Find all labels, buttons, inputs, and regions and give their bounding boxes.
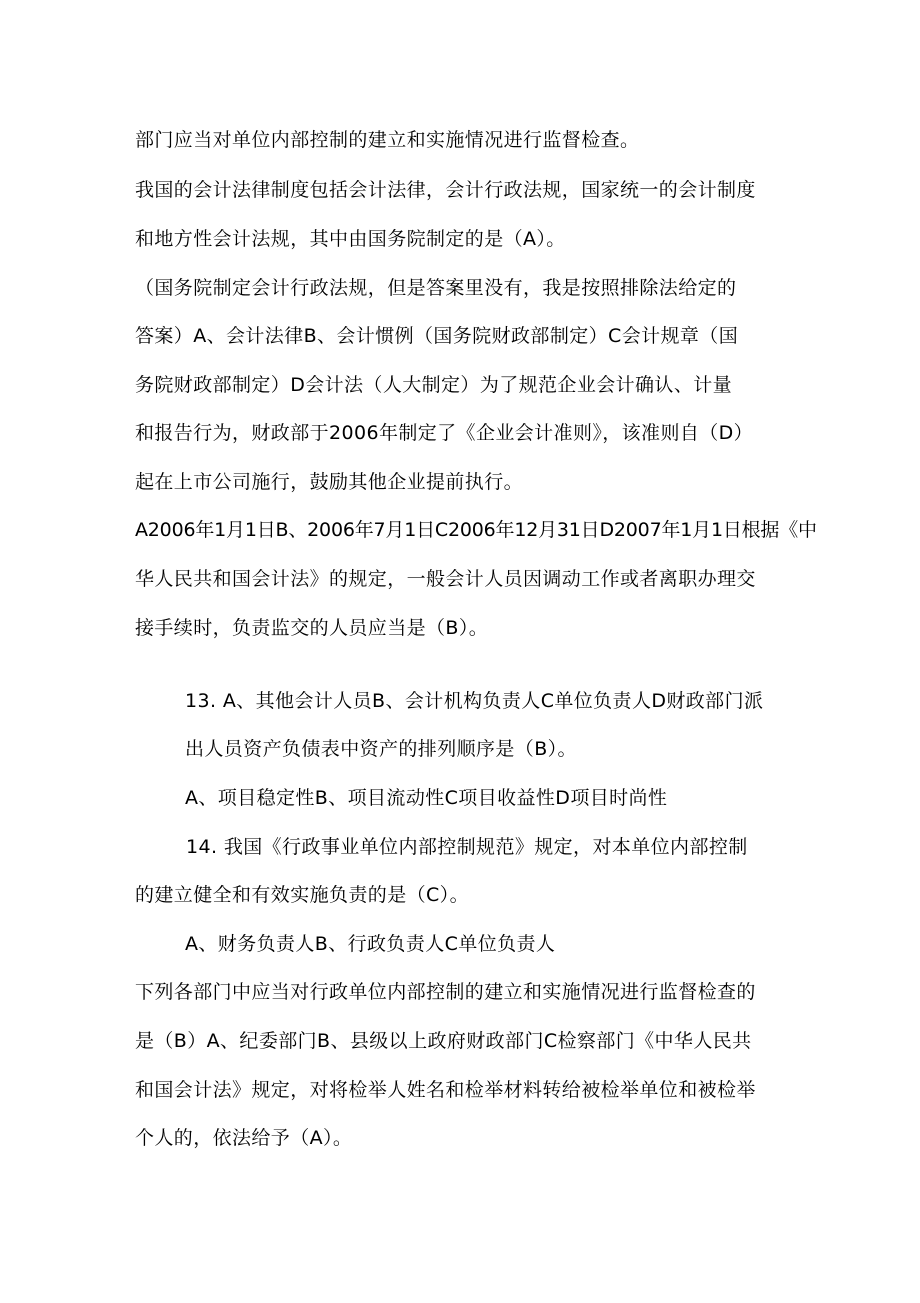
- text-line-6: 务院财政部制定）D会计法（人大制定）为了规范企业会计确认、计量: [135, 374, 733, 396]
- question-13-line-1: 13. A、其他会计人员B、会计机构负责人C单位负责人D财政部门派: [185, 690, 764, 712]
- text-line-20: 和国会计法》规定，对将检举人姓名和检举材料转给被检举单位和被检举: [135, 1079, 756, 1101]
- text-line-1: 部门应当对单位内部控制的建立和实施情况进行监督检查。: [135, 129, 640, 151]
- question-14-options: A、财务负责人B、行政负责人C单位负责人: [185, 933, 556, 955]
- text-line-19: 是（B）A、纪委部门B、县级以上政府财政部门C检察部门《中华人民共: [135, 1030, 752, 1052]
- question-14-line-2: 的建立健全和有效实施负责的是（C）。: [135, 884, 469, 906]
- text-line-10: 华人民共和国会计法》的规定，一般会计人员因调动工作或者离职办理交: [135, 568, 756, 590]
- text-line-2: 我国的会计法律制度包括会计法律，会计行政法规，国家统一的会计制度: [135, 179, 756, 201]
- text-line-4: （国务院制定会计行政法规，但是答案里没有，我是按照排除法给定的: [135, 277, 737, 299]
- text-line-9: A2006年1月1日B、2006年7月1日C2006年12月31日D2007年1月1日根据《中: [135, 519, 817, 541]
- text-line-18: 下列各部门中应当对行政单位内部控制的建立和实施情况进行监督检查的: [135, 981, 756, 1003]
- text-line-8: 起在上市公司施行，鼓励其他企业提前执行。: [135, 471, 524, 493]
- text-line-5: 答案）A、会计法律B、会计惯例（国务院财政部制定）C会计规章（国: [135, 325, 739, 347]
- text-line-7: 和报告行为，财政部于2006年制定了《企业会计准则》，该准则自（D）: [135, 422, 754, 444]
- question-13-options: A、项目稳定性B、项目流动性C项目收益性D项目时尚性: [185, 787, 668, 809]
- text-line-21: 个人的，依法给予（A）。: [135, 1127, 353, 1149]
- question-14-line-1: 14. 我国《行政事业单位内部控制规范》规定，对本单位内部控制: [186, 836, 748, 858]
- text-line-11: 接手续时，负责监交的人员应当是（B）。: [135, 617, 489, 639]
- question-13-line-2: 出人员资产负债表中资产的排列顺序是（B）。: [185, 738, 577, 760]
- text-line-3: 和地方性会计法规，其中由国务院制定的是（A）。: [135, 228, 566, 250]
